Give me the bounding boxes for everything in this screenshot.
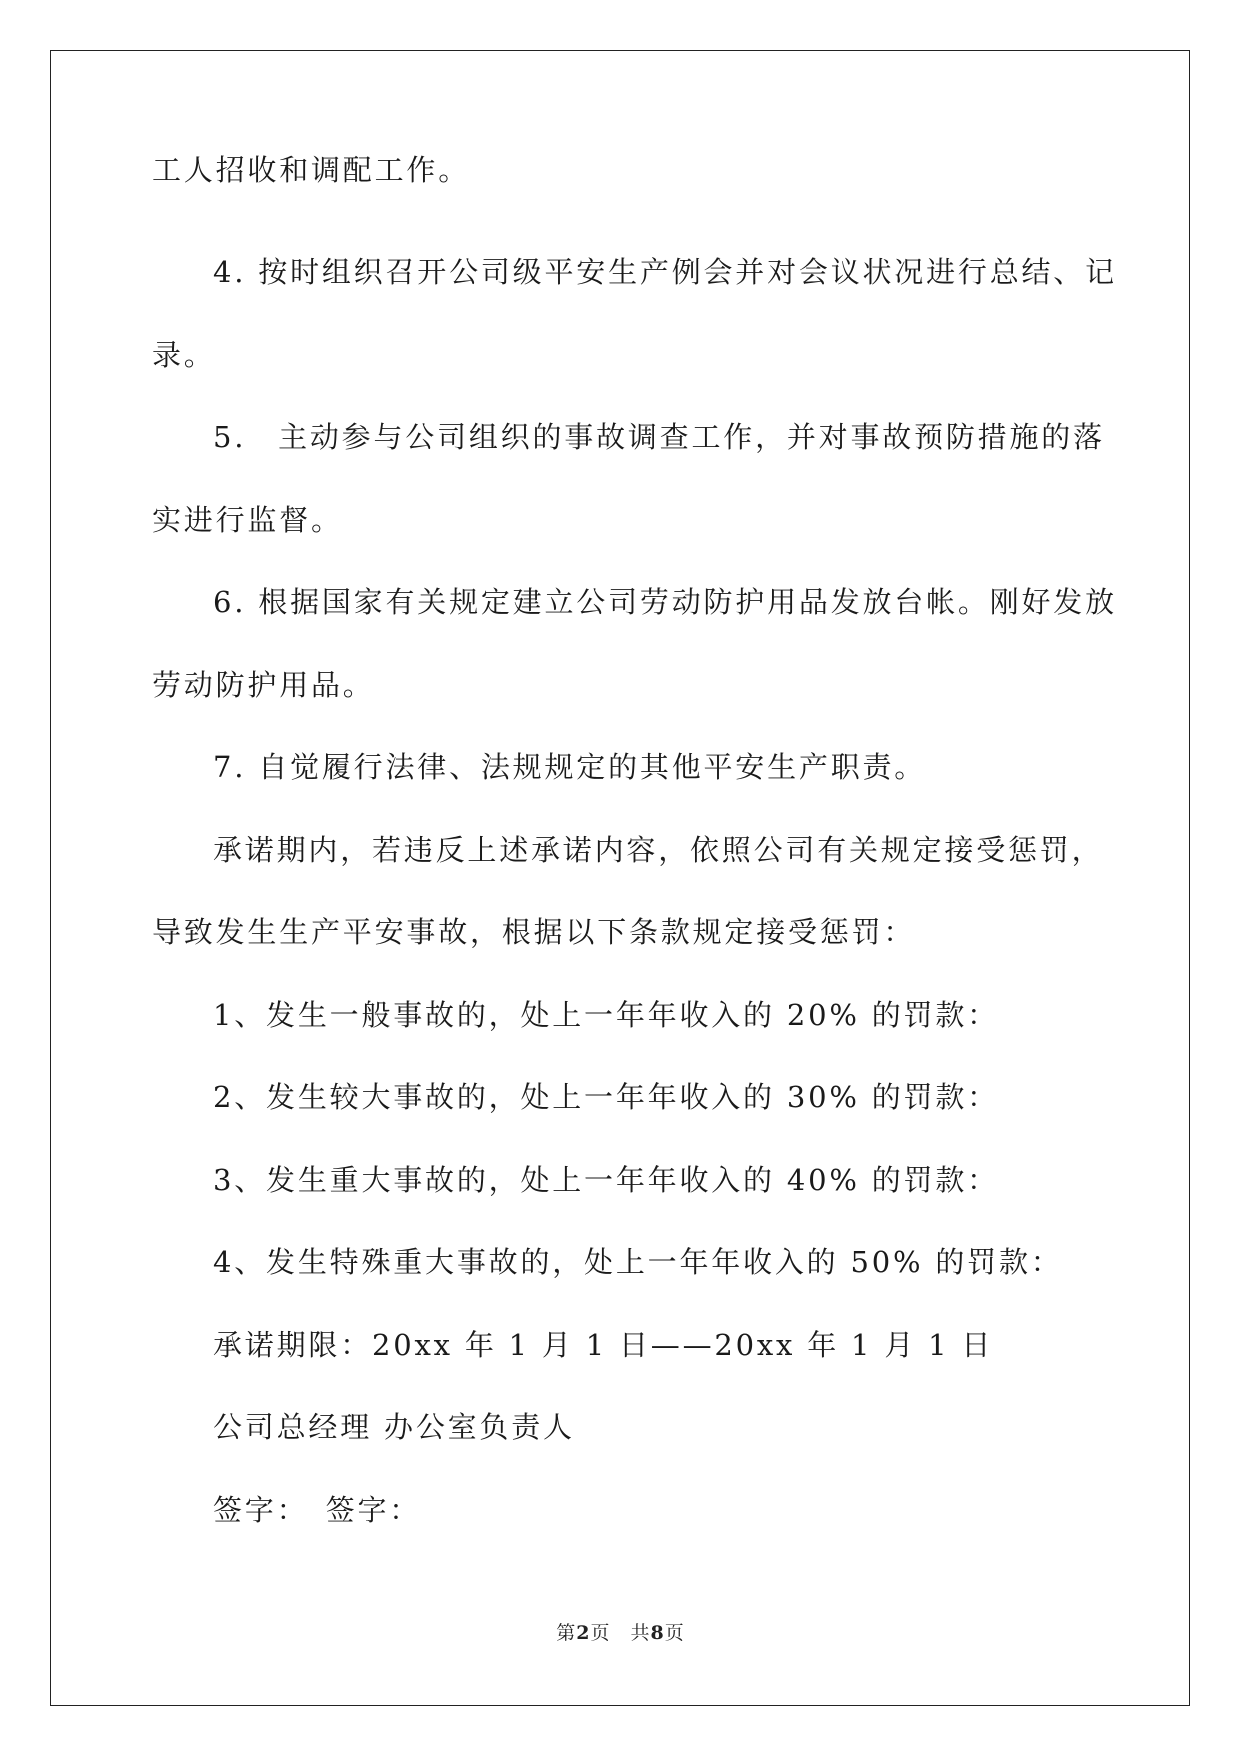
page-border — [50, 50, 1190, 1706]
footer-page-suffix: 页 — [664, 1622, 685, 1644]
text-line-14: 4、发生特殊重大事故的，处上一年年收入的 50% 的罚款： — [213, 1245, 1063, 1279]
text-line-15: 承诺期限：20xx 年 1 月 1 日——20xx 年 1 月 1 日 — [213, 1328, 994, 1362]
text-line-12: 2、发生较大事故的，处上一年年收入的 30% 的罚款： — [213, 1080, 999, 1114]
text-line-5: 实进行监督。 — [152, 503, 343, 537]
text-line-9: 承诺期内，若违反上述承诺内容，依照公司有关规定接受惩罚， — [213, 833, 1104, 867]
footer-page-current: 2 — [576, 1622, 591, 1644]
footer-page-mid: 页 共 — [590, 1622, 651, 1644]
text-line-3: 录。 — [152, 338, 216, 372]
footer-page-prefix: 第 — [556, 1622, 577, 1644]
text-line-13: 3、发生重大事故的，处上一年年收入的 40% 的罚款： — [213, 1163, 999, 1197]
text-line-4: 5. 主动参与公司组织的事故调查工作，并对事故预防措施的落 — [213, 420, 1105, 454]
text-line-2: 4. 按时组织召开公司级平安生产例会并对会议状况进行总结、记 — [213, 255, 1117, 289]
text-line-10: 导致发生生产平安事故，根据以下条款规定接受惩罚： — [152, 915, 916, 949]
text-line-16: 公司总经理 办公室负责人 — [213, 1410, 575, 1444]
page-footer — [0, 1621, 1241, 1645]
text-line-17: 签字： 签字： — [213, 1493, 422, 1527]
text-line-1: 工人招收和调配工作。 — [152, 153, 471, 187]
text-line-6: 6. 根据国家有关规定建立公司劳动防护用品发放台帐。刚好发放 — [213, 585, 1117, 619]
text-line-7: 劳动防护用品。 — [152, 668, 375, 702]
footer-page-total: 8 — [650, 1622, 665, 1644]
text-line-8: 7. 自觉履行法律、法规规定的其他平安生产职责。 — [213, 750, 927, 784]
text-line-11: 1、发生一般事故的，处上一年年收入的 20% 的罚款： — [213, 998, 999, 1032]
